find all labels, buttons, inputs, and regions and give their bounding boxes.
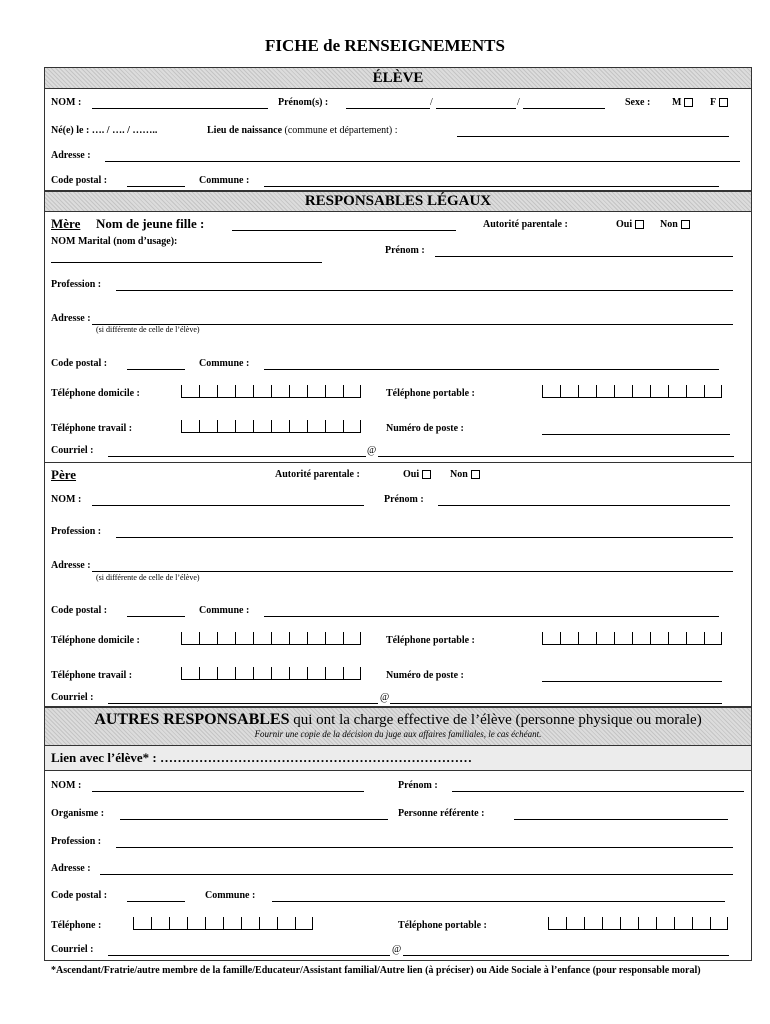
pere-adresse-field[interactable] — [92, 571, 733, 572]
mere-tel-trav-boxes[interactable] — [181, 420, 361, 434]
mere-commune-field[interactable] — [264, 369, 719, 370]
eleve-prenom1-field[interactable] — [346, 108, 430, 109]
eleve-commune-label: Commune : — [199, 175, 250, 186]
pere-cp-label: Code postal : — [51, 605, 108, 616]
responsables-header: RESPONSABLES LÉGAUX — [45, 192, 751, 212]
mere-autorite-label: Autorité parentale : — [483, 219, 568, 230]
eleve-adresse-label: Adresse : — [51, 150, 91, 161]
pere-commune-label: Commune : — [199, 605, 250, 616]
autres-cp-field[interactable] — [127, 901, 185, 902]
mere-tel-port-boxes[interactable] — [542, 385, 722, 399]
mere-commune-label: Commune : — [199, 358, 250, 369]
personne-ref-field[interactable] — [514, 819, 728, 820]
autres-header-rest: qui ont la charge effective de l’élève (personne physique ou morale) — [293, 712, 702, 728]
footnote: *Ascendant/Fratrie/autre membre de la famille/Educateur/Assistant familial/Autre lien (à préciser) ou Aide Sociale à l’enfance (pour responsable moral) — [51, 965, 701, 976]
slash-1: / — [430, 97, 433, 108]
organisme-field[interactable] — [120, 819, 388, 820]
slash-2: / — [517, 97, 520, 108]
pere-non-checkbox[interactable] — [471, 470, 480, 479]
eleve-adresse-field[interactable] — [105, 161, 740, 162]
pere-commune-field[interactable] — [264, 616, 719, 617]
eleve-header: ÉLÈVE — [45, 68, 751, 89]
eleve-cp-label: Code postal : — [51, 175, 108, 186]
pere-adresse-note: (si différente de celle de l’élève) — [96, 573, 200, 582]
sexe-m-checkbox[interactable] — [684, 98, 693, 107]
autres-nom-field[interactable] — [92, 791, 364, 792]
autres-courriel-label: Courriel : — [51, 944, 94, 955]
mere-cp-label: Code postal : — [51, 358, 108, 369]
pere-tel-trav-boxes[interactable] — [181, 667, 361, 681]
mere-autorite-non[interactable]: Non — [660, 219, 693, 230]
autres-tel-boxes[interactable] — [133, 917, 313, 931]
mere-courriel-at: @ — [367, 445, 377, 456]
page-title: FICHE de RENSEIGNEMENTS — [265, 36, 505, 55]
pere-tel-dom-label: Téléphone domicile : — [51, 635, 140, 646]
pere-tel-port-boxes[interactable] — [542, 632, 722, 646]
mere-oui-checkbox[interactable] — [635, 220, 644, 229]
autres-courriel-domain-field[interactable] — [403, 955, 729, 956]
mere-nom-jf-field[interactable] — [232, 230, 456, 231]
autres-commune-label: Commune : — [205, 890, 256, 901]
eleve-commune-field[interactable] — [264, 186, 719, 187]
pere-autorite-label: Autorité parentale : — [275, 469, 360, 480]
mere-tel-trav-label: Téléphone travail : — [51, 423, 133, 434]
pere-tel-trav-label: Téléphone travail : — [51, 670, 133, 681]
pere-profession-label: Profession : — [51, 526, 102, 537]
sexe-f-option[interactable]: F — [710, 97, 731, 108]
mere-adresse-label: Adresse : — [51, 313, 91, 324]
autres-header — [45, 708, 751, 746]
autres-prenom-field[interactable] — [452, 791, 744, 792]
sexe-m-option[interactable]: M — [672, 97, 696, 108]
eleve-nom-label: NOM : — [51, 97, 82, 108]
pere-cp-field[interactable] — [127, 616, 185, 617]
autres-adresse-field[interactable] — [100, 874, 733, 875]
pere-adresse-label: Adresse : — [51, 560, 91, 571]
eleve-prenom3-field[interactable] — [523, 108, 605, 109]
pere-title: Père — [51, 467, 77, 482]
eleve-cp-field[interactable] — [127, 186, 185, 187]
eleve-nom-field[interactable] — [92, 108, 268, 109]
pere-autorite-non[interactable]: Non — [450, 469, 483, 480]
pere-poste-field[interactable] — [542, 681, 722, 682]
mere-tel-port-label: Téléphone portable : — [386, 388, 475, 399]
autres-cp-label: Code postal : — [51, 890, 108, 901]
lieu-naissance-field[interactable] — [457, 136, 729, 137]
pere-poste-label: Numéro de poste : — [386, 670, 464, 681]
autres-profession-label: Profession : — [51, 836, 102, 847]
eleve-prenom2-field[interactable] — [436, 108, 516, 109]
personne-ref-label: Personne référente : — [398, 808, 485, 819]
autres-adresse-label: Adresse : — [51, 863, 91, 874]
pere-courriel-label: Courriel : — [51, 692, 94, 703]
organisme-label: Organisme : — [51, 808, 105, 819]
mere-prenom-label: Prénom : — [385, 245, 425, 256]
autres-nom-label: NOM : — [51, 780, 82, 791]
mere-nom-marital-field[interactable] — [51, 262, 322, 263]
mere-prenom-field[interactable] — [435, 256, 733, 257]
pere-courriel-at: @ — [380, 692, 390, 703]
autres-header-bold: AUTRES RESPONSABLES — [94, 711, 290, 728]
autres-subheader: Fournir une copie de la décision du juge aux affaires familiales, le cas échéant. — [254, 729, 542, 739]
autres-prenom-label: Prénom : — [398, 780, 438, 791]
mere-profession-field[interactable] — [116, 290, 733, 291]
mere-tel-dom-boxes[interactable] — [181, 385, 361, 399]
autres-courriel-at: @ — [392, 944, 402, 955]
sexe-f-checkbox[interactable] — [719, 98, 728, 107]
pere-courriel-user-field[interactable] — [108, 703, 378, 704]
mere-cp-field[interactable] — [127, 369, 185, 370]
mere-poste-field[interactable] — [542, 434, 730, 435]
responsables-section — [44, 191, 752, 707]
mere-pere-separator — [45, 462, 751, 463]
mere-courriel-label: Courriel : — [51, 445, 94, 456]
pere-oui-checkbox[interactable] — [422, 470, 431, 479]
mere-courriel-domain-field[interactable] — [378, 456, 734, 457]
autres-tel-port-label: Téléphone portable : — [398, 920, 487, 931]
pere-autorite-oui[interactable]: Oui — [403, 469, 434, 480]
mere-autorite-oui[interactable]: Oui — [616, 219, 647, 230]
mere-adresse-note: (si différente de celle de l’élève) — [96, 325, 200, 334]
pere-nom-label: NOM : — [51, 494, 82, 505]
mere-poste-label: Numéro de poste : — [386, 423, 464, 434]
mere-tel-dom-label: Téléphone domicile : — [51, 388, 140, 399]
mere-profession-label: Profession : — [51, 279, 102, 290]
pere-profession-field[interactable] — [116, 537, 733, 538]
pere-prenom-field[interactable] — [438, 505, 730, 506]
lieu-naissance-label: Lieu de naissance (commune et département) : — [207, 125, 398, 136]
sexe-label: Sexe : — [625, 97, 651, 108]
pere-tel-port-label: Téléphone portable : — [386, 635, 475, 646]
autres-commune-field[interactable] — [272, 901, 725, 902]
pere-prenom-label: Prénom : — [384, 494, 424, 505]
mere-courriel-user-field[interactable] — [108, 456, 366, 457]
mere-nom-jf-label: Nom de jeune fille : — [96, 216, 205, 231]
pere-courriel-domain-field[interactable] — [390, 703, 722, 704]
autres-profession-field[interactable] — [116, 847, 733, 848]
mere-non-checkbox[interactable] — [681, 220, 690, 229]
mere-nom-marital-label: NOM Marital (nom d’usage): — [51, 236, 178, 247]
eleve-prenoms-label: Prénom(s) : — [278, 97, 329, 108]
pere-nom-field[interactable] — [92, 505, 364, 506]
autres-tel-port-boxes[interactable] — [548, 917, 728, 931]
pere-tel-dom-boxes[interactable] — [181, 632, 361, 646]
autres-tel-label: Téléphone : — [51, 920, 102, 931]
lien-eleve-label[interactable]: Lien avec l’élève* : ……………………………………………………………… — [51, 750, 473, 765]
ne-le-label[interactable]: Né(e) le : …. / …. / …….. — [51, 125, 158, 136]
mere-title: Mère — [51, 216, 81, 231]
autres-courriel-user-field[interactable] — [108, 955, 390, 956]
